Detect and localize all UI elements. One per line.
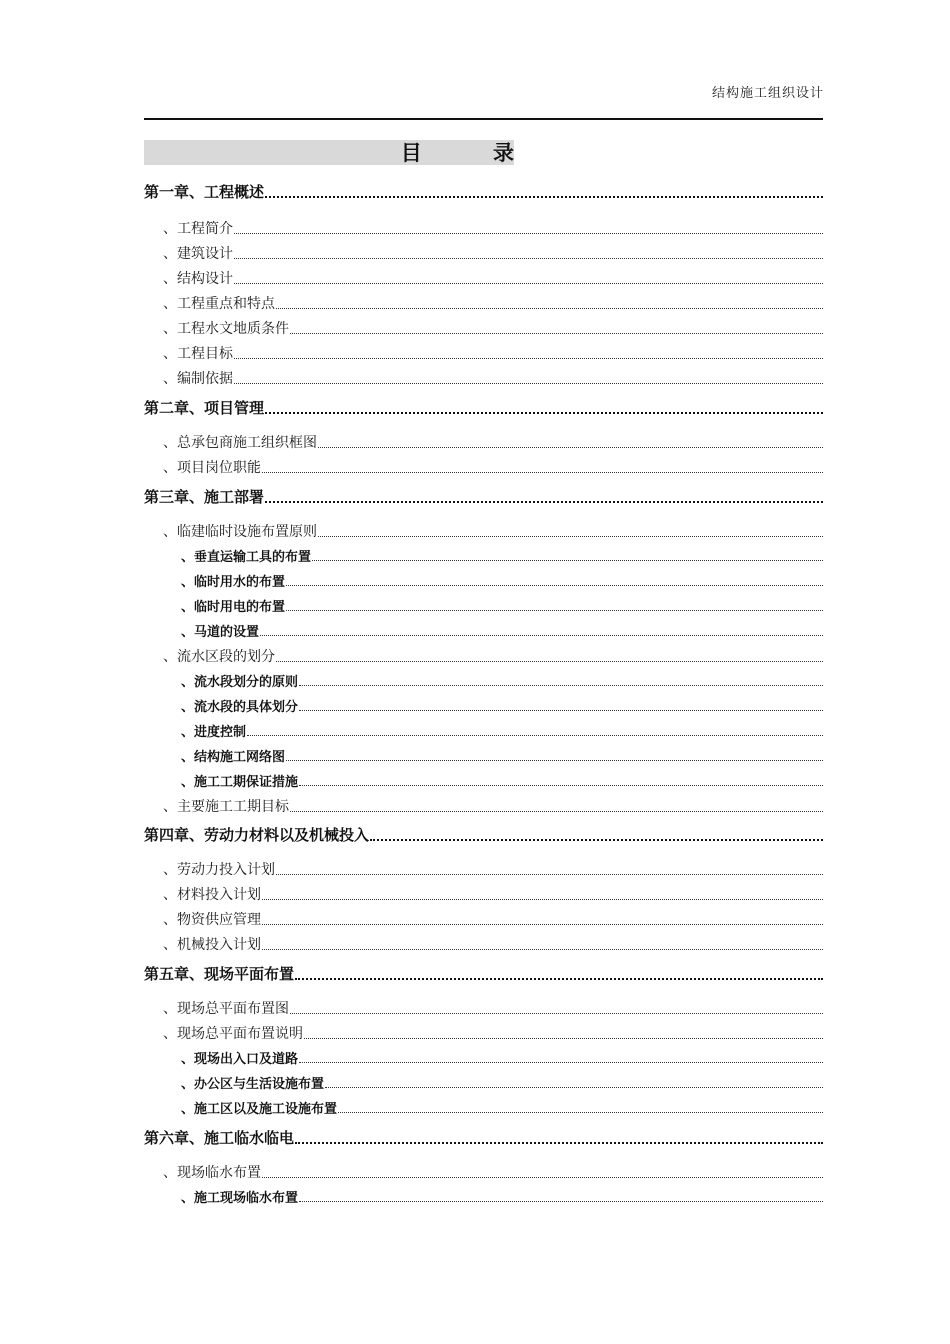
toc-section[interactable] (144, 218, 823, 238)
toc-entry-label: 第二章、项目管理 (144, 399, 265, 417)
toc-subsection[interactable] (144, 771, 823, 790)
toc-entry-label: 、结构设计 (163, 271, 233, 287)
toc-section[interactable] (144, 796, 823, 816)
dot-leader (260, 635, 823, 636)
dot-leader (262, 899, 823, 900)
toc-entry-label: 、垂直运输工具的布置 (181, 550, 312, 565)
toc-section[interactable] (144, 859, 823, 879)
dot-leader (265, 412, 823, 414)
toc-entry-label: 、工程简介 (163, 221, 233, 237)
toc-section[interactable] (144, 521, 823, 541)
dot-leader (234, 283, 823, 284)
toc-heading: 目 录 (400, 140, 546, 165)
dot-leader (286, 585, 823, 586)
dot-leader (234, 233, 823, 234)
dot-leader (299, 710, 823, 711)
toc-subsection[interactable] (144, 1048, 823, 1067)
toc-section[interactable] (144, 432, 823, 452)
toc-entry-label: 、马道的设置 (181, 625, 260, 640)
toc-section[interactable] (144, 243, 823, 263)
toc-entry-label: 、结构施工网络图 (181, 750, 286, 765)
toc-entry-label: 、总承包商施工组织框图 (163, 435, 317, 451)
dot-leader (234, 383, 823, 384)
dot-leader (338, 1112, 823, 1113)
toc-chapter[interactable] (144, 181, 823, 202)
toc-subsection[interactable] (144, 1073, 823, 1092)
toc-section[interactable] (144, 457, 823, 477)
toc-subsection[interactable] (144, 721, 823, 740)
toc-entry-label: 、工程重点和特点 (163, 296, 275, 312)
toc-subsection[interactable] (144, 546, 823, 565)
header-rule (144, 118, 823, 120)
toc-section[interactable] (144, 1162, 823, 1182)
dot-leader (295, 978, 823, 980)
dot-leader (262, 472, 823, 473)
toc-section[interactable] (144, 268, 823, 288)
toc-subsection[interactable] (144, 746, 823, 765)
toc-section[interactable] (144, 293, 823, 313)
dot-leader (262, 949, 823, 950)
toc-entry-label: 、流水段的具体划分 (181, 700, 299, 715)
toc-chapter[interactable] (144, 963, 823, 984)
toc-chapter[interactable] (144, 397, 823, 418)
toc-subsection[interactable] (144, 1187, 823, 1206)
toc-entry-label: 、工程目标 (163, 346, 233, 362)
toc-entry-label: 、流水区段的划分 (163, 649, 275, 665)
dot-leader (299, 785, 823, 786)
toc-entry-label: 第五章、现场平面布置 (144, 965, 295, 983)
toc-subsection[interactable] (144, 571, 823, 590)
dot-leader (299, 685, 823, 686)
dot-leader (295, 1142, 823, 1144)
dot-leader (234, 258, 823, 259)
dot-leader (265, 196, 823, 198)
toc-entry-label: 、项目岗位职能 (163, 460, 261, 476)
dot-leader (312, 560, 823, 561)
toc-entry-label: 、工程水文地质条件 (163, 321, 289, 337)
toc-section[interactable] (144, 884, 823, 904)
dot-leader (276, 661, 823, 662)
toc-section[interactable] (144, 998, 823, 1018)
toc-entry-label: 第六章、施工临水临电 (144, 1129, 295, 1147)
toc-section[interactable] (144, 909, 823, 929)
toc-subsection[interactable] (144, 671, 823, 690)
toc-section[interactable] (144, 1023, 823, 1043)
toc-section[interactable] (144, 934, 823, 954)
dot-leader (304, 1038, 823, 1039)
toc-chapter[interactable] (144, 824, 823, 845)
toc-subsection[interactable] (144, 696, 823, 715)
toc-subsection[interactable] (144, 596, 823, 615)
toc-entry-label: 、材料投入计划 (163, 887, 261, 903)
toc-entry-label: 、施工现场临水布置 (181, 1191, 299, 1206)
dot-leader (299, 1201, 823, 1202)
toc-chapter[interactable] (144, 486, 823, 507)
toc-entry-label: 第一章、工程概述 (144, 183, 265, 201)
toc-entry-label: 、编制依据 (163, 371, 233, 387)
toc-entry-label: 、施工区以及施工设施布置 (181, 1102, 338, 1117)
toc-section[interactable] (144, 368, 823, 388)
toc-entry-label: 、机械投入计划 (163, 937, 261, 953)
toc-chapter[interactable] (144, 1127, 823, 1148)
toc-entry-label: 、临时用电的布置 (181, 600, 286, 615)
toc-entry-label: 第四章、劳动力材料以及机械投入 (144, 826, 370, 844)
toc-entry-label: 、建筑设计 (163, 246, 233, 262)
dot-leader (370, 839, 823, 841)
toc-section[interactable] (144, 646, 823, 666)
dot-leader (276, 308, 823, 309)
dot-leader (276, 874, 823, 875)
running-header: 结构施工组织设计 (711, 86, 824, 101)
toc-entry-label: 、现场总平面布置图 (163, 1001, 289, 1017)
dot-leader (262, 924, 823, 925)
toc-entry-label: 第三章、施工部署 (144, 488, 265, 506)
dot-leader (299, 1062, 823, 1063)
toc-heading-bar (144, 140, 546, 165)
toc-entry-label: 、现场临水布置 (163, 1165, 261, 1181)
toc-section[interactable] (144, 343, 823, 363)
dot-leader (290, 1013, 823, 1014)
toc-entry-label: 、临建临时设施布置原则 (163, 524, 317, 540)
toc-subsection[interactable] (144, 1098, 823, 1117)
toc-section[interactable] (144, 318, 823, 338)
dot-leader (262, 1177, 823, 1178)
dot-leader (290, 811, 823, 812)
toc-entry-label: 、现场出入口及道路 (181, 1052, 299, 1067)
dot-leader (286, 760, 823, 761)
dot-leader (286, 610, 823, 611)
toc-entry-label: 、临时用水的布置 (181, 575, 286, 590)
toc-entry-label: 、现场总平面布置说明 (163, 1026, 303, 1042)
toc-entry-label: 、施工工期保证措施 (181, 775, 299, 790)
dot-leader (290, 333, 823, 334)
toc-entry-label: 、主要施工工期目标 (163, 799, 289, 815)
toc-entry-label: 、办公区与生活设施布置 (181, 1077, 325, 1092)
toc-entry-label: 、进度控制 (181, 725, 247, 740)
dot-leader (318, 447, 823, 448)
dot-leader (325, 1087, 823, 1088)
dot-leader (265, 501, 823, 503)
dot-leader (247, 735, 823, 736)
dot-leader (318, 536, 823, 537)
dot-leader (234, 358, 823, 359)
toc-entry-label: 、物资供应管理 (163, 912, 261, 928)
toc-subsection[interactable] (144, 621, 823, 640)
toc-entry-label: 、流水段划分的原则 (181, 675, 299, 690)
toc-entry-label: 、劳动力投入计划 (163, 862, 275, 878)
